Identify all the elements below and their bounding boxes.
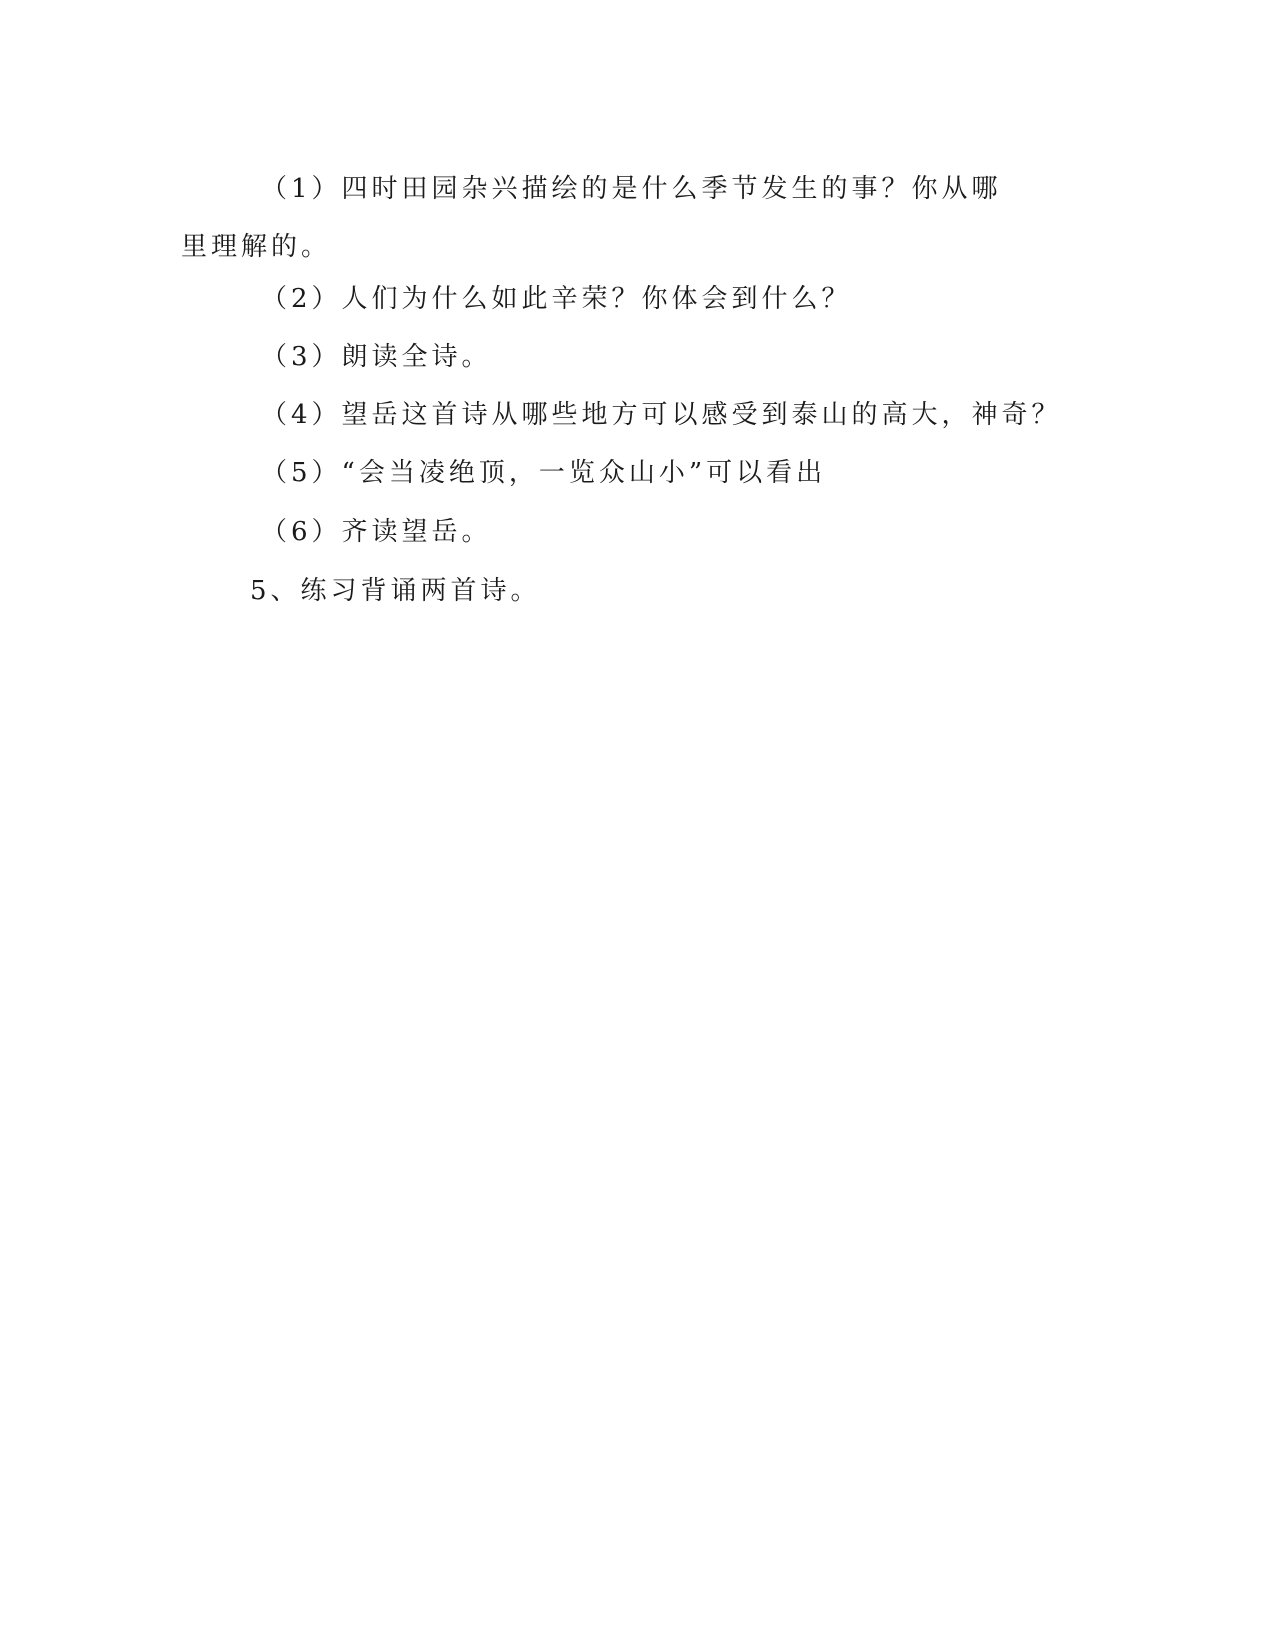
question-1: （1）四时田园杂兴描绘的是什么季节发生的事？你从哪里理解的。 <box>181 174 1002 262</box>
question-6: （6）齐读望岳。 <box>261 517 492 547</box>
step-5-recite: 5、练习背诵两首诗。 <box>250 576 541 606</box>
question-2: （2）人们为什么如此辛荣？你体会到什么？ <box>261 284 852 314</box>
question-5: （5）“会当凌绝顶，一览众山小”可以看出 <box>261 458 827 488</box>
question-4: （4）望岳这首诗从哪些地方可以感受到泰山的高大，神奇？ <box>261 400 1062 430</box>
question-3: （3）朗读全诗。 <box>261 342 492 372</box>
